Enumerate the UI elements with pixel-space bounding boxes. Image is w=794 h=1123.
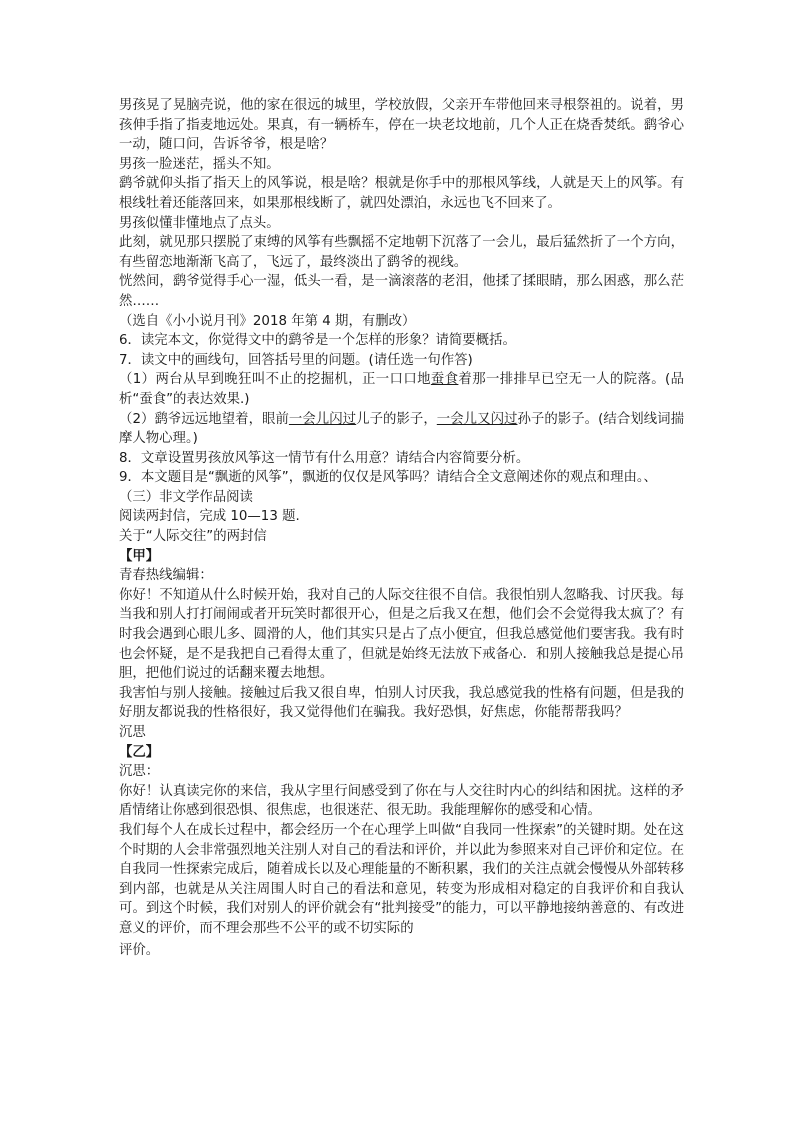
q7-2-underlined-phrase-1: 一会儿闪过 xyxy=(288,411,357,427)
story-paragraph-5: 此刻，就见那只摆脱了束缚的风筝有些飘摇不定地朝下沉落了一会儿，最后猛然折了一个方向，有些留恋地渐渐飞高了，飞远了，最终淡出了鹞爷的视线。 xyxy=(119,235,684,270)
question-8: 8．文章设置男孩放风筝这一情节有什么用意？请结合内容简要分析。 xyxy=(119,450,530,466)
letter-a-salutation: 青春热线编辑： xyxy=(119,568,213,584)
question-6: 6．读完本文，你觉得文中的鹞爷是一个怎样的形象？请简要概括。 xyxy=(119,333,516,349)
letter-a-paragraph-1: 你好！不知道从什么时候开始，我对自己的人际交往很不自信。我很怕别人忽略我、讨厌我。每当我和别人打打闹闹或者开玩笑时都很开心，但是之后我又在想，他们会不会觉得我太疯了？有时我会遇到心眼儿多、圆滑的人，他们其实只是占了点小便宜，但我总感觉他们要害我。我有时也会怀疑，是不是我把自己看得太重了，但就是始终无法放下戒备心．和别人接触我总是提心吊胆，把他们说过的话翻来覆去地想。 xyxy=(119,587,684,682)
q7-1-text-post: 着那一排排早已空无一人的院落。(品析“蚕食”的表达效果.) xyxy=(119,372,684,407)
section-3-instruction: 阅读两封信，完成 10—13 题. xyxy=(119,509,300,525)
q7-2-underlined-phrase-2: 一会儿又闪过 xyxy=(436,411,518,427)
document-page xyxy=(119,96,684,960)
section-3-subtitle: 关于“人际交往”的两封信 xyxy=(119,529,267,545)
q7-2-text-pre: （2）鹞爷远远地望着，眼前 xyxy=(119,411,289,427)
letter-b-salutation: 沉思： xyxy=(119,764,160,780)
story-paragraph-1: 男孩晃了晃脑壳说，他的家在很远的城里，学校放假，父亲开车带他回来寻根祭祖的。说着，男孩伸手指了指麦地远处。果真，有一辆桥车，停在一块老坟地前，几个人正在烧香焚纸。鹞爷心一动，随口问，告诉爷爷，根是啥？ xyxy=(119,98,684,153)
q7-2-text-mid: 儿子的影子， xyxy=(356,411,437,427)
story-paragraph-4: 男孩似懂非懂地点了点头。 xyxy=(119,215,280,231)
story-paragraph-2: 男孩一脸迷茫，摇头不知。 xyxy=(119,156,280,172)
story-source: （选自《小小说月刊》2018 年第 4 期，有删改） xyxy=(119,313,416,329)
q7-1-text-pre: （1）两台从早到晚狂叫不止的挖掘机，正一口口地 xyxy=(119,372,431,388)
letter-a-signature: 沉思 xyxy=(119,725,146,740)
letter-b-paragraph-1: 你好！认真读完你的来信，我从字里行间感受到了你在与人交往时内心的纠结和困扰。这样的矛盾情绪让你感到很恐惧、很焦虑，也很迷茫、很无助。我能理解你的感受和心情。 xyxy=(119,783,684,819)
story-paragraph-3: 鹞爷就仰头指了指天上的风筝说，根是啥？根就是你手中的那根风筝线，人就是天上的风筝。有根线牡着还能落回来，如果那根线断了，就四处漂泊，永远也飞不回来了。 xyxy=(119,176,684,211)
question-7-2 xyxy=(119,410,684,449)
letter-b-paragraph-2: 我们每个人在成长过程中，都会经历一个在心理学上叫做“自我同一性探索”的关键时期。处在这个时期的人会非常强烈地关注别人对自己的看法和评价，并以此为参照来对自己评价和定位。在自我同一性探索完成后，随着成长以及心理能量的不断积累，我们的关注点就会慢慢从外部转移到内部，也就是从关注周围人时自己的看法和意见，转变为形成相对稳定的自我评价和自我认可。到这个时候，我们对别人的评价就会有“批判接受”的能力，可以平静地接纳善意的、有改进意义的评价，而不理会那些不公平的或不切实际的 xyxy=(119,822,684,936)
letter-b-label: 【乙】 xyxy=(119,744,160,760)
question-9: 9．本文题目是“飘逝的风筝”，飘逝的仅仅是风筝吗？请结合全文意阐述你的观点和理由。、 xyxy=(119,470,657,486)
question-7: 7．读文中的画线句，回答括号里的问题。(请任选一句作答) xyxy=(119,352,473,368)
letter-a-label: 【甲】 xyxy=(119,548,160,564)
letter-a-paragraph-2: 我害怕与别人接触。接触过后我又很自卑，怕别人讨厌我，我总感觉我的性格有问题，但是我的好朋友都说我的性格很好，我又觉得他们在骗我。我好恐惧，好焦虑，你能帮帮我吗？ xyxy=(119,685,684,721)
question-7-1 xyxy=(119,370,684,409)
q7-1-underlined-word: 蚕食 xyxy=(430,372,459,388)
letter-b-paragraph-3: 评价。 xyxy=(119,942,160,958)
q7-2-text-post: 孙子的影子。(结合划线词揣摩人物心理。) xyxy=(119,411,685,447)
story-paragraph-6: 恍然间，鹞爷觉得手心一湿，低头一看，是一滴滚落的老泪，他揉了揉眼睛，那么困惑，那么茫然…… xyxy=(119,274,684,309)
section-3-title: （三）非文学作品阅读 xyxy=(119,489,253,505)
